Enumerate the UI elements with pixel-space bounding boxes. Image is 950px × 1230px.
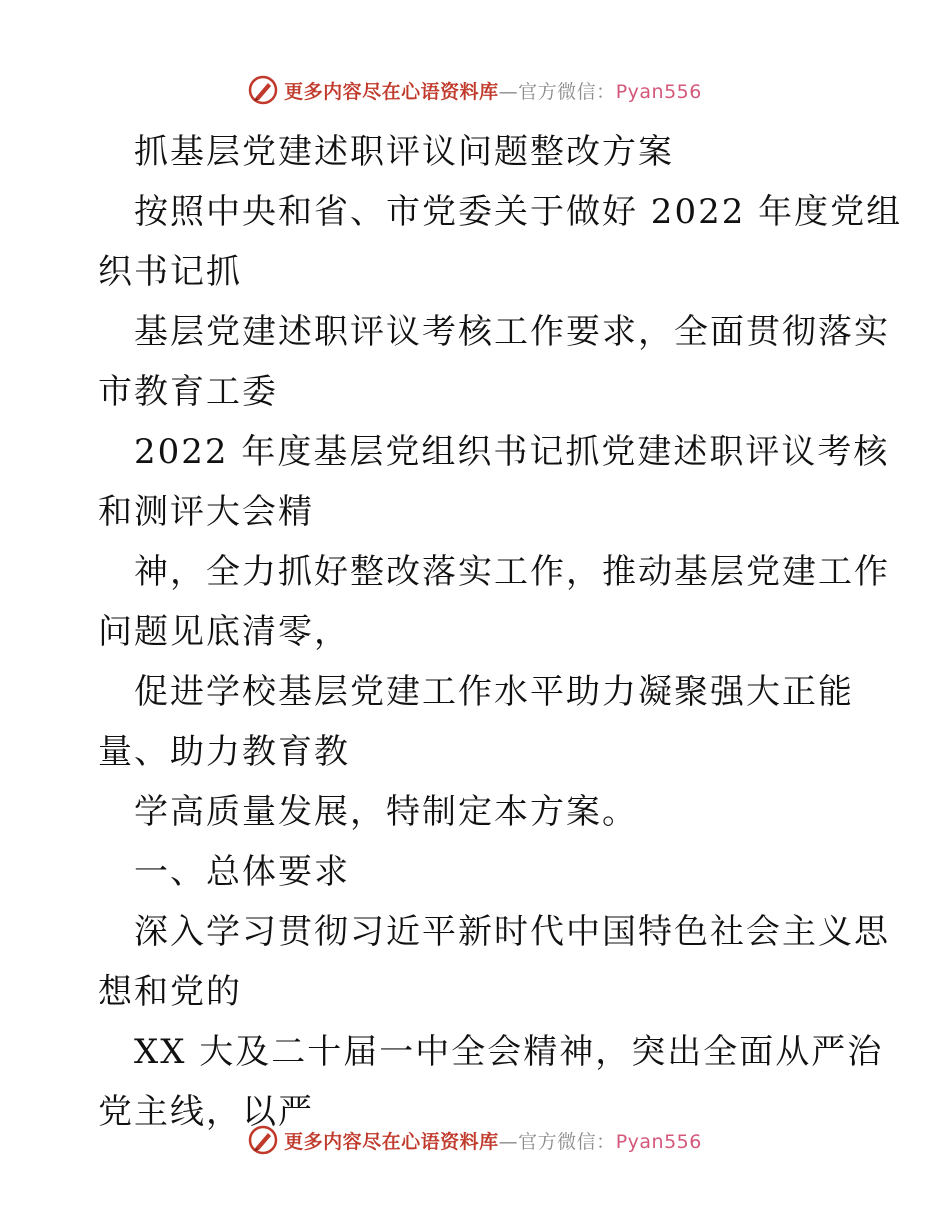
paragraph-line: 市教育工委 <box>98 372 278 412</box>
banner-wechat-id: Pyan556 <box>615 1130 702 1153</box>
banner-highlight: 更多内容尽在心语资料库 <box>284 80 499 103</box>
paragraph-line: 问题见底清零， <box>98 612 350 652</box>
paragraph-line: 量、助力教育教 <box>98 732 350 772</box>
paragraph-line: 织书记抓 <box>98 252 242 292</box>
paragraph-line: 基层党建述职评议考核工作要求，全面贯彻落实 <box>134 312 890 352</box>
banner-text <box>284 77 702 104</box>
pen-logo-icon <box>248 1125 278 1155</box>
banner-highlight: 更多内容尽在心语资料库 <box>284 1130 499 1153</box>
paragraph-line: 神，全力抓好整改落实工作，推动基层党建工作 <box>134 552 890 592</box>
pen-logo-icon <box>248 75 278 105</box>
document-title: 抓基层党建述职评议问题整改方案 <box>134 132 674 172</box>
banner-official: 官方微信： <box>518 1130 616 1153</box>
paragraph-line: 党主线，以严 <box>98 1092 314 1132</box>
paragraph-line: 深入学习贯彻习近平新时代中国特色社会主义思 <box>134 912 890 952</box>
paragraph-line: 和测评大会精 <box>98 492 314 532</box>
paragraph-line: XX 大及二十届一中全会精神，突出全面从严治 <box>134 1032 884 1072</box>
paragraph-line: 学高质量发展，特制定本方案。 <box>134 792 638 832</box>
paragraph-line: 按照中央和省、市党委关于做好 2022 年度党组 <box>134 192 903 232</box>
banner-official: 官方微信： <box>518 80 616 103</box>
paragraph-line: 想和党的 <box>98 972 242 1012</box>
banner-wechat-id: Pyan556 <box>615 80 702 103</box>
banner-dash: — <box>498 80 519 103</box>
banner-dash: — <box>498 1130 519 1153</box>
banner-text <box>284 1127 702 1154</box>
section-heading: 一、总体要求 <box>134 852 350 892</box>
document-body <box>98 122 903 1142</box>
paragraph-line: 2022 年度基层党组织书记抓党建述职评议考核 <box>134 432 890 472</box>
footer-banner <box>0 1120 950 1160</box>
paragraph-line: 促进学校基层党建工作水平助力凝聚强大正能 <box>134 672 854 712</box>
header-banner <box>0 70 950 110</box>
